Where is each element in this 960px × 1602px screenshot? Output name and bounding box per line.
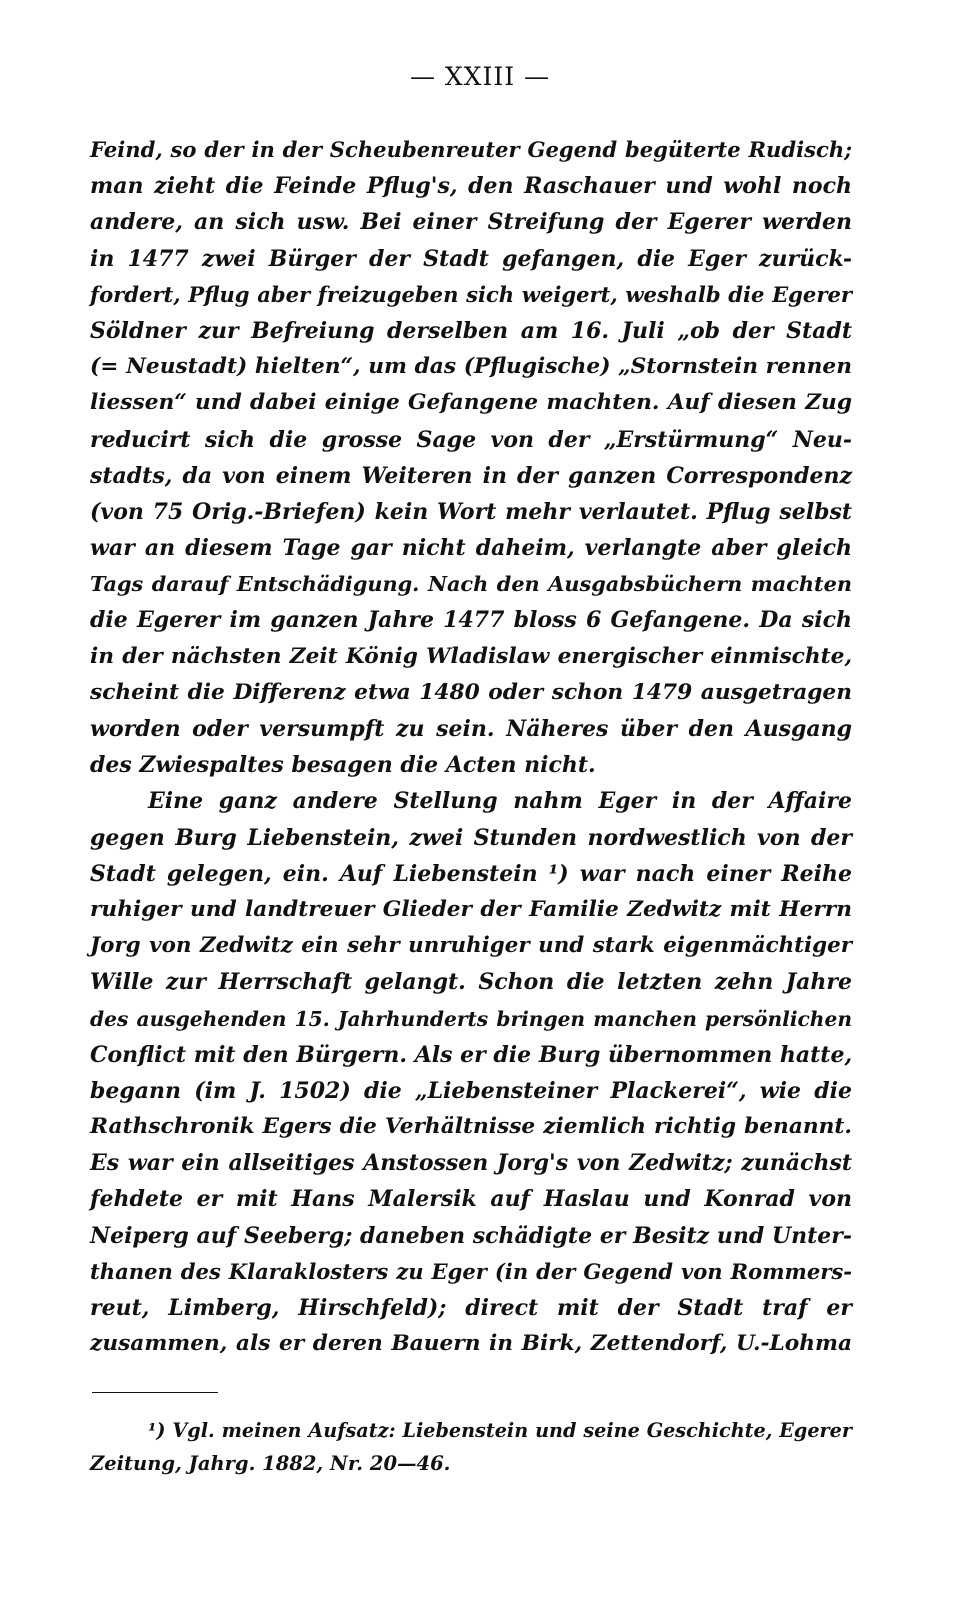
text-line: begann (im J. 1502) die „Liebensteiner Plackerei“, wie die — [90, 1077, 852, 1104]
text-line: stadts, da von einem Weiteren in der ganzen Correspondenz — [90, 462, 852, 489]
footnote-line: ¹) Vgl. meinen Aufsatz: Liebenstein und seine Geschichte, Egerer — [148, 1419, 852, 1442]
text-line: andere, an sich usw. Bei einer Streifung der Egerer werden — [90, 209, 852, 236]
text-line: des ausgehenden 15. Jahrhunderts bringen manchen persönlichen — [90, 1006, 852, 1031]
text-line: (= Neustadt) hielten“, um das (Pflugische) „Stornstein rennen — [90, 354, 852, 380]
text-line: Tags darauf Entschädigung. Nach den Ausgabsbüchern machten — [90, 571, 852, 597]
text-line: worden oder versumpft zu sein. Näheres über den Ausgang — [90, 716, 852, 742]
footnote-block — [90, 1414, 852, 1480]
text-line: Jorg von Zedwitz ein sehr unruhiger und stark eigenmächtiger — [90, 933, 852, 959]
text-line: thanen des Klaraklosters zu Eger (in der Gegend von Rommers- — [90, 1258, 852, 1284]
text-line: fehdete er mit Hans Malersik auf Haslau und Konrad von — [90, 1186, 852, 1213]
text-line: ruhiger und landtreuer Glieder der Familie Zedwitz mit Herrn — [90, 896, 852, 922]
text-line: liessen“ und dabei einige Gefangene machten. Auf diesen Zug — [90, 390, 852, 416]
text-line: fordert, Pflug aber freizugeben sich weigert, weshalb die Egerer — [90, 281, 852, 307]
text-line: zusammen, als er deren Bauern in Birk, Zettendorf, U.-Lohma — [90, 1331, 852, 1357]
text-line: scheint die Differenz etwa 1480 oder schon 1479 ausgetragen — [90, 679, 852, 705]
text-line: reut, Limberg, Hirschfeld); direct mit der Stadt traf er — [90, 1295, 852, 1321]
footnote-divider — [92, 1392, 218, 1393]
text-line: in der nächsten Zeit König Wladislaw energischer einmischte, — [90, 643, 852, 669]
text-line: des Zwiespaltes besagen die Acten nicht. — [90, 752, 596, 779]
page-number-header: — XXIII — — [409, 62, 551, 91]
text-line: Feind, so der in der Scheubenreuter Gegend begüterte Rudisch; — [90, 137, 852, 162]
text-line: reducirt sich die grosse Sage von der „Erstürmung“ Neu- — [90, 426, 852, 453]
text-line: man zieht die Feinde Pflug's, den Raschauer und wohl noch — [90, 173, 852, 200]
footnote-line: Zeitung, Jahrg. 1882, Nr. 20—46. — [90, 1452, 451, 1475]
text-line: Wille zur Herrschaft gelangt. Schon die letzten zehn Jahre — [90, 969, 852, 996]
main-text-block — [90, 132, 852, 1362]
text-line: Eine ganz andere Stellung nahm Eger in der Affaire — [148, 788, 852, 815]
text-line: gegen Burg Liebenstein, zwei Stunden nordwestlich von der — [90, 824, 852, 851]
text-line: Rathschronik Egers die Verhältnisse ziemlich richtig benannt. — [90, 1114, 852, 1140]
text-line: in 1477 zwei Bürger der Stadt gefangen, die Eger zurück- — [90, 245, 852, 272]
text-line: Neiperg auf Seeberg; daneben schädigte er Besitz und Unter- — [90, 1222, 852, 1249]
text-line: Söldner zur Befreiung derselben am 16. Juli „ob der Stadt — [90, 317, 852, 344]
text-line: Conflict mit den Bürgern. Als er die Burg übernommen hatte, — [90, 1041, 853, 1068]
text-line: die Egerer im ganzen Jahre 1477 bloss 6 Gefangene. Da sich — [90, 607, 852, 634]
text-line: war an diesem Tage gar nicht daheim, verlangte aber gleich — [90, 535, 852, 562]
text-line: (von 75 Orig.-Briefen) kein Wort mehr verlautet. Pflug selbst — [90, 498, 852, 525]
text-line: Stadt gelegen, ein. Auf Liebenstein ¹) war nach einer Reihe — [90, 860, 852, 887]
text-line: Es war ein allseitiges Anstossen Jorg's von Zedwitz; zunächst — [90, 1150, 852, 1177]
